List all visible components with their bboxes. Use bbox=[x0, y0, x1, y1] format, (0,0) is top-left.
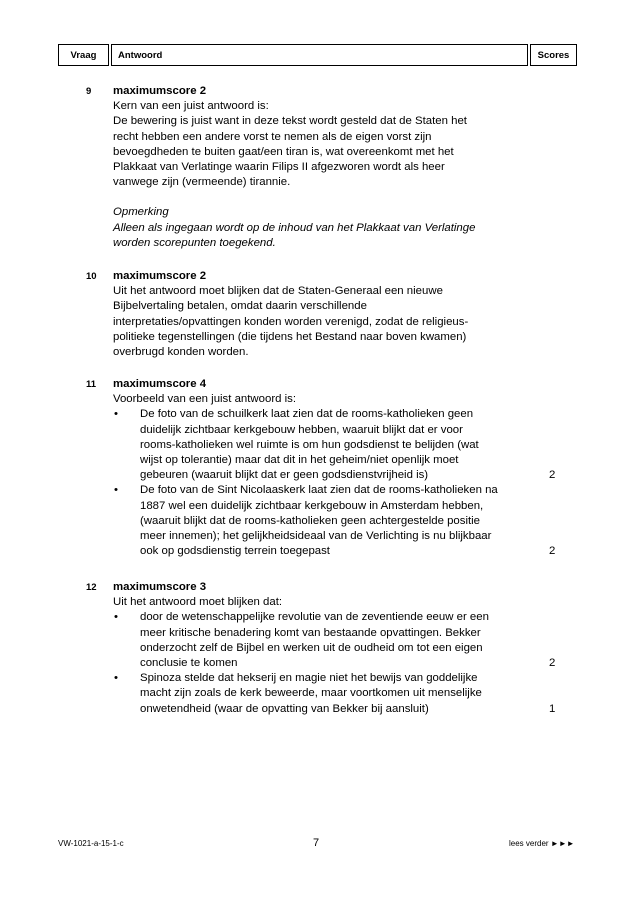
bullet-line: conclusie te komen bbox=[140, 657, 238, 670]
answer-line: Bijbelvertaling betalen, omdat daarin verschillende bbox=[113, 300, 367, 313]
bullet-item bbox=[113, 407, 556, 483]
bullet-line: (waaruit blijkt dat de rooms-katholieken geen achtergestelde positie bbox=[140, 514, 481, 527]
bullet-icon: • bbox=[114, 611, 118, 624]
bullet-line: onderzocht zelf de Bijbel en werken uit de oudheid om tot een eigen bbox=[140, 641, 483, 654]
answer-line: overbrugd konden worden. bbox=[113, 346, 249, 359]
bullet-line: De foto van de Sint Nicolaaskerk laat zien dat de rooms-katholieken na bbox=[140, 484, 498, 497]
question-number: 10 bbox=[86, 271, 97, 282]
bullet-item bbox=[113, 483, 556, 559]
header-scores: Scores bbox=[530, 44, 577, 66]
score-value: 2 bbox=[549, 545, 556, 558]
bullet-line: duidelijk zichtbaar kerkgebouw hebben, waaruit blijkt dat er voor bbox=[140, 423, 463, 436]
remark-line: worden scorepunten toegekend. bbox=[113, 236, 276, 249]
answer-intro: Voorbeeld van een juist antwoord is: bbox=[113, 393, 297, 406]
answer-line: bevoegdheden te buiten gaat/een tiran is, wat overeenkomt met het bbox=[113, 145, 454, 158]
question-body bbox=[113, 377, 556, 559]
answer-line: politieke tegenstellingen (die tijdens het Bestand naar boven kwamen) bbox=[113, 330, 467, 343]
max-score: maximumscore 2 bbox=[113, 85, 207, 97]
bullet-icon: • bbox=[114, 408, 118, 421]
answer-intro: Kern van een juist antwoord is: bbox=[113, 100, 269, 113]
bullet-icon: • bbox=[114, 484, 118, 497]
bullet-line: meer kritische benadering komt van bestaande opvattingen. Bekker bbox=[140, 626, 481, 639]
bullet-line: De foto van de schuilkerk laat zien dat de rooms-katholieken geen bbox=[140, 408, 474, 421]
remark-title: Opmerking bbox=[113, 206, 169, 219]
header-vraag: Vraag bbox=[58, 44, 109, 66]
remark-line: Alleen als ingegaan wordt op de inhoud van het Plakkaat van Verlatinge bbox=[113, 221, 476, 234]
answer-line: De bewering is juist want in deze tekst wordt gesteld dat de Staten het bbox=[113, 115, 467, 128]
bullet-line: gebeuren (waaruit blijkt dat er geen godsdienstvrijheid is) bbox=[140, 469, 429, 482]
answer-line: recht hebben een andere vorst te nemen als de eigen vorst zijn bbox=[113, 130, 432, 143]
continue-indicator: lees verder ►►► bbox=[509, 839, 575, 848]
bullet-item bbox=[113, 671, 556, 717]
question-body bbox=[113, 269, 533, 360]
bullet-line: rooms-katholieken wel ruimte is om hun godsdienst te belijden (wat bbox=[140, 438, 479, 451]
max-score: maximumscore 4 bbox=[113, 378, 207, 390]
bullet-line: macht zijn zoals de kerk beweerde, maar voortkomen uit menselijke bbox=[140, 687, 482, 700]
score-value: 1 bbox=[549, 702, 556, 715]
remark bbox=[113, 205, 533, 251]
answer-intro: Uit het antwoord moet blijken dat: bbox=[113, 596, 283, 609]
max-score: maximumscore 3 bbox=[113, 581, 207, 593]
question-body bbox=[113, 580, 556, 717]
bullet-line: Spinoza stelde dat hekserij en magie niet het bewijs van goddelijke bbox=[140, 672, 478, 685]
bullet-icon: • bbox=[114, 672, 118, 685]
score-value: 2 bbox=[549, 469, 556, 482]
bullet-item bbox=[113, 610, 556, 671]
question-number: 12 bbox=[86, 582, 97, 593]
bullet-line: onwetendheid (waar de opvatting van Bekker bij aansluit) bbox=[140, 702, 429, 715]
answer-line: Uit het antwoord moet blijken dat de Staten-Generaal een nieuwe bbox=[113, 285, 443, 298]
bullet-line: ook op godsdienstig terrein toegepast bbox=[140, 545, 330, 558]
score-value: 2 bbox=[549, 657, 556, 670]
question-body bbox=[113, 84, 533, 251]
bullet-line: wijst op tolerantie) maar dat dit in het geheim/niet openlijk moet bbox=[140, 454, 459, 467]
question-number: 9 bbox=[86, 86, 92, 97]
answer-line: Plakkaat van Verlatinge waarin Filips II afgezworen wordt als heer bbox=[113, 161, 445, 174]
answer-line: vanwege zijn (vermeende) tirannie. bbox=[113, 176, 291, 189]
bullet-line: door de wetenschappelijke revolutie van de zeventiende eeuw er een bbox=[140, 611, 489, 624]
max-score: maximumscore 2 bbox=[113, 270, 207, 282]
question-number: 11 bbox=[86, 379, 97, 390]
bullet-line: 1887 wel een duidelijk zichtbaar kerkgebouw in Amsterdam hebben, bbox=[140, 499, 484, 512]
page-number: 7 bbox=[313, 837, 320, 849]
header-antwoord: Antwoord bbox=[111, 44, 528, 66]
bullet-line: meer innemen); het gelijkheidsideaal van de Verlichting is nu blijkbaar bbox=[140, 530, 492, 543]
document-code: VW-1021-a-15-1-c bbox=[58, 839, 124, 848]
answer-line: interpretaties/opvattingen konden worden verenigd, zodat de religieus- bbox=[113, 315, 469, 328]
